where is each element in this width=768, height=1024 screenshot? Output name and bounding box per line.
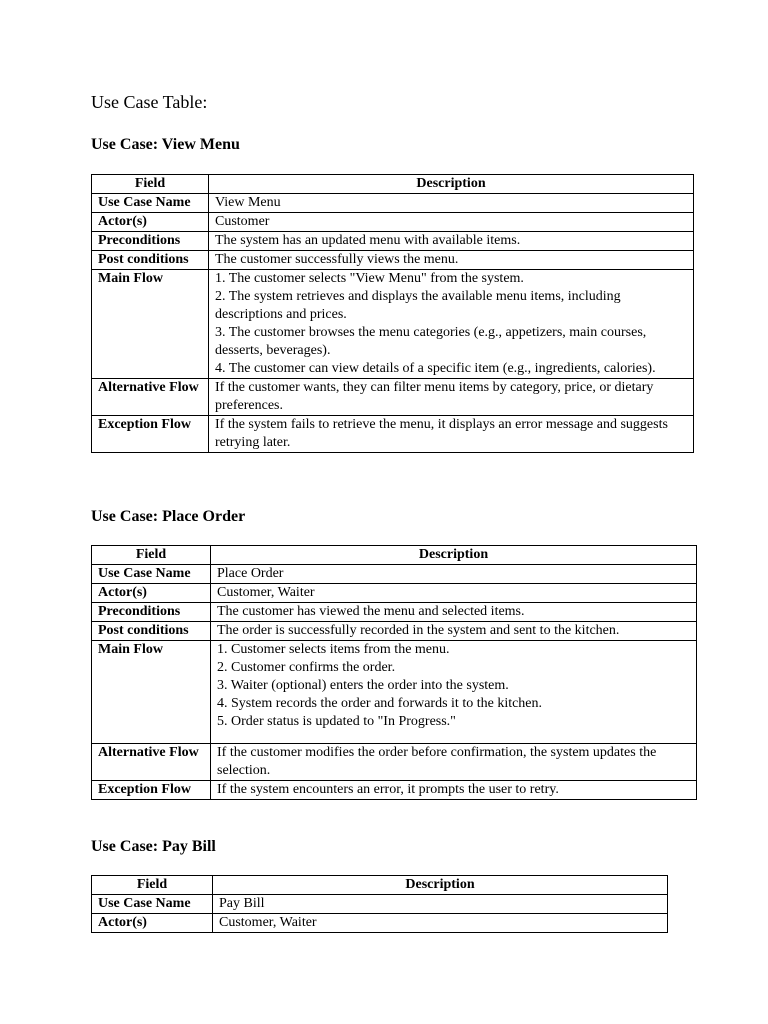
table-row (92, 232, 694, 251)
description-cell: Customer, Waiter (213, 914, 668, 933)
field-alternative-flow: Alternative Flow (92, 379, 209, 416)
table-header-row (92, 546, 697, 565)
field-exception-flow: Exception Flow (92, 781, 211, 800)
use-case-table-pay-bill (91, 875, 668, 933)
description-cell: Pay Bill (213, 895, 668, 914)
table-row (92, 270, 694, 379)
table-row (92, 744, 697, 781)
field-use-case-name: Use Case Name (92, 194, 209, 213)
table-row (92, 194, 694, 213)
field-preconditions: Preconditions (92, 232, 209, 251)
field-post-conditions: Post conditions (92, 251, 209, 270)
main-flow-step: 1. The customer selects "View Menu" from the system. (215, 271, 524, 286)
main-flow-step: 5. Order status is updated to "In Progress." (217, 714, 456, 729)
table-row (92, 603, 697, 622)
main-flow-cell (211, 641, 697, 744)
column-header-description: Description (211, 546, 697, 565)
column-header-description: Description (213, 876, 668, 895)
field-actors: Actor(s) (92, 584, 211, 603)
column-header-field: Field (92, 546, 211, 565)
main-flow-step: 4. The customer can view details of a specific item (e.g., ingredients, calories). (215, 361, 656, 376)
field-main-flow: Main Flow (92, 270, 209, 379)
main-flow-step: 1. Customer selects items from the menu. (217, 642, 450, 657)
use-case-table-place-order (91, 545, 697, 800)
field-actors: Actor(s) (92, 914, 213, 933)
description-cell: The system has an updated menu with available items. (209, 232, 694, 251)
main-flow-step: 4. System records the order and forwards it to the kitchen. (217, 696, 543, 711)
description-cell: Place Order (211, 565, 697, 584)
main-flow-step: 2. The system retrieves and displays the available menu items, including descriptions and prices. (215, 289, 621, 322)
description-cell: The order is successfully recorded in the system and sent to the kitchen. (211, 622, 697, 641)
table-row (92, 895, 668, 914)
use-case-heading-pay-bill: Use Case: Pay Bill (91, 838, 216, 855)
table-row (92, 781, 697, 800)
field-main-flow: Main Flow (92, 641, 211, 744)
column-header-field: Field (92, 175, 209, 194)
table-row (92, 213, 694, 232)
table-row (92, 641, 697, 744)
table-row (92, 622, 697, 641)
description-cell: Customer, Waiter (211, 584, 697, 603)
table-row (92, 379, 694, 416)
document-title: Use Case Table: (91, 92, 208, 112)
description-cell: If the system encounters an error, it prompts the user to retry. (211, 781, 697, 800)
table-row (92, 914, 668, 933)
main-flow-step: 3. The customer browses the menu categories (e.g., appetizers, main courses, desserts, beverages). (215, 325, 647, 358)
field-exception-flow: Exception Flow (92, 416, 209, 453)
table-row (92, 584, 697, 603)
field-alternative-flow: Alternative Flow (92, 744, 211, 781)
use-case-table-view-menu (91, 174, 694, 453)
main-flow-step: 3. Waiter (optional) enters the order into the system. (217, 678, 509, 693)
description-cell: The customer has viewed the menu and selected items. (211, 603, 697, 622)
column-header-field: Field (92, 876, 213, 895)
description-cell: If the customer modifies the order before confirmation, the system updates the selection. (211, 744, 697, 781)
use-case-heading-view-menu: Use Case: View Menu (91, 136, 240, 153)
field-preconditions: Preconditions (92, 603, 211, 622)
table-header-row (92, 876, 668, 895)
field-use-case-name: Use Case Name (92, 895, 213, 914)
column-header-description: Description (209, 175, 694, 194)
field-use-case-name: Use Case Name (92, 565, 211, 584)
table-header-row (92, 175, 694, 194)
main-flow-cell (209, 270, 694, 379)
table-row (92, 565, 697, 584)
description-cell: If the system fails to retrieve the menu, it displays an error message and suggests retrying later. (209, 416, 694, 453)
table-row (92, 416, 694, 453)
field-post-conditions: Post conditions (92, 622, 211, 641)
description-cell: Customer (209, 213, 694, 232)
description-cell: View Menu (209, 194, 694, 213)
description-cell: If the customer wants, they can filter menu items by category, price, or dietary preferences. (209, 379, 694, 416)
main-flow-step: 2. Customer confirms the order. (217, 660, 396, 675)
table-row (92, 251, 694, 270)
field-actors: Actor(s) (92, 213, 209, 232)
use-case-heading-place-order: Use Case: Place Order (91, 508, 246, 525)
description-cell: The customer successfully views the menu. (209, 251, 694, 270)
